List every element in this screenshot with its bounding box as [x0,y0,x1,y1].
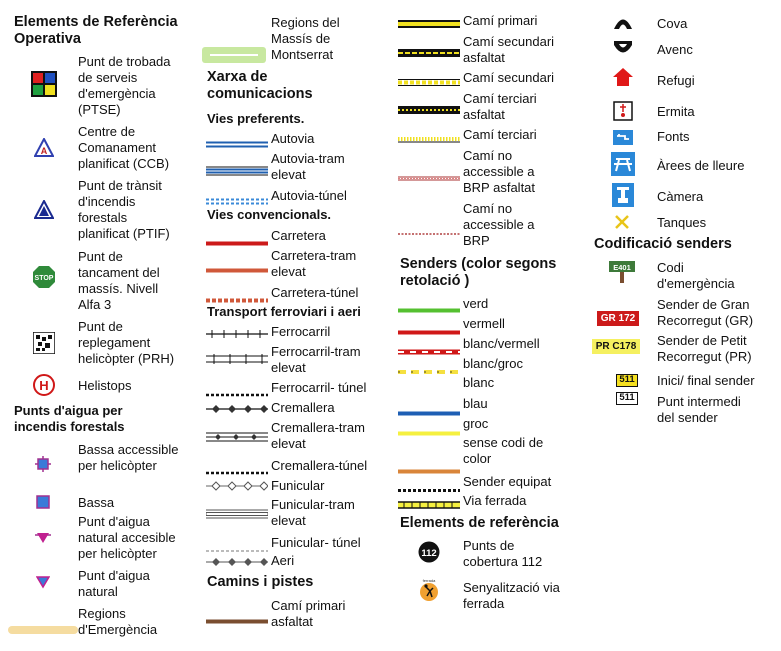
label-sender-blanc-vermell: blanc/vermell [463,336,540,351]
label-senyalitzacio-via-ferrada: Senyalització via ferrada [463,580,560,611]
inici-final-badge: 511 [616,374,638,387]
via-ferrada-line [398,497,460,515]
label-codi-emergencia: Codi d'emergència [657,260,735,291]
label-tanques: Tanques [657,215,707,230]
arees-lleure-icon [611,152,635,176]
label-cami-secundari: Camí secundari [463,70,555,85]
svg-text:H: H [39,378,49,393]
label-cobertura-112: Punts de cobertura 112 [463,538,543,569]
cami-primari-line [398,15,460,33]
svg-text:ferrada: ferrada [422,578,436,583]
label-regions-massis: Regions del Massís de Montserrat [271,15,340,62]
regions-emergencia-swatch [8,626,78,634]
label-cami-no-accessible: Camí no accessible a BRP [463,201,535,248]
sender-blau-line [398,403,460,421]
label-funicular: Funicular [271,478,325,493]
heading-xarxa: Xarxa de comunicacions [207,69,313,102]
ccb-triangle-icon [34,138,54,158]
label-ferrocarril-elevat: Ferrocarril-tram elevat [271,344,361,375]
codi-emergencia-badge [609,261,635,283]
sender-sense-codi-line [398,461,460,479]
punt-aigua-icon [36,575,50,589]
label-via-ferrada: Via ferrada [463,493,527,508]
carretera-line [206,233,268,251]
label-sender-vermell: vermell [463,316,505,331]
svg-text:112: 112 [421,548,437,559]
label-autovia: Autovia [271,131,315,146]
label-regions-emergencia: Regions d'Emergència [78,606,158,637]
sender-equipat-line [398,480,460,498]
cami-secundari-line [398,73,460,91]
punt-aigua-heli-icon [35,530,51,546]
prh-icon [33,332,55,354]
cremallera-line [206,402,268,420]
cami-terciari-line [398,130,460,148]
via-ferrada-sign-icon [418,577,440,603]
ptse-quad-icon [31,71,57,97]
ferrocarril-tunel-line [206,384,268,402]
regions-massis-swatch [202,47,266,63]
label-autovia-elevat: Autovia-tram elevat [271,151,345,182]
cremallera-elevat-line [206,430,268,448]
pr-badge: PR C178 [592,339,640,354]
sender-verd-line [398,300,460,318]
label-helistops: Helistops [78,378,132,393]
heading-senders: Senders (color segons retolació ) [400,256,557,289]
cami-no-accessible-asfaltat-line [398,168,460,186]
heading-codificacio-senders: Codificació senders [594,236,732,252]
label-cami-terciari-asfaltat: Camí terciari asfaltat [463,91,537,122]
label-carretera: Carretera [271,228,326,243]
cobertura-112-icon [418,541,440,563]
label-ferrocarril-tunel: Ferrocarril- túnel [271,380,367,395]
label-prh: Punt de replegament helicòpter (PRH) [78,319,175,366]
sender-vermell-line [398,322,460,340]
label-carretera-tunel: Carretera-túnel [271,285,359,300]
punt-intermedi-badge: 511 [616,392,638,405]
label-cami-no-accessible-asfaltat: Camí no accessible a BRP asfaltat [463,148,536,195]
label-cami-primari: Camí primari [463,13,538,28]
heading-vies-convencionals: Vies convencionals. [207,207,332,222]
label-inici-final: Inici/ final sender [657,373,755,388]
label-camera: Càmera [657,189,704,204]
avenc-icon [613,40,633,56]
label-cami-secundari-asfaltat: Camí secundari asfaltat [463,34,555,65]
carretera-elevat-line [206,260,268,278]
cami-primari-asfaltat-line [206,611,268,629]
sender-blanc-vermell-line [398,342,460,360]
ferrocarril-elevat-line [206,352,268,370]
label-ccb: Centre de Comanament planificat (CCB) [78,124,170,171]
label-sender-blanc-groc: blanc/groc [463,356,523,371]
ermita-icon [613,101,633,121]
label-punt-aigua: Punt d'aigua natural [78,568,150,599]
svg-text:STOP: STOP [34,275,54,282]
refugi-icon [612,67,634,87]
label-tancament: Punt de tancament del massís. Nivell Alfa 3 [78,249,160,312]
heading-vies-preferents: Vies preferents. [207,111,305,126]
funicular-elevat-line [206,507,268,525]
label-bassa: Bassa [78,495,115,510]
ptif-triangle-icon [34,200,54,220]
label-fonts: Fonts [657,129,690,144]
label-sender-sense-codi: sense codi de color [463,435,544,466]
label-carretera-elevat: Carretera-tram elevat [271,248,357,279]
label-aeri: Aeri [271,553,295,568]
label-punt-intermedi: Punt intermedi del sender [657,394,741,425]
sender-groc-line [398,423,460,441]
heading-transport: Transport ferroviari i aeri [207,304,361,319]
label-cova: Cova [657,16,688,31]
aeri-line [206,555,268,573]
label-sender-groc: groc [463,416,489,431]
label-avenc: Avenc [657,42,693,57]
label-sender-verd: verd [463,296,489,311]
svg-text:E401: E401 [613,263,631,272]
label-sender-equipat: Sender equipat [463,474,552,489]
svg-text:A: A [40,146,48,156]
bassa-heli-icon [35,456,51,472]
label-funicular-tunel: Funicular- túnel [271,535,361,550]
funicular-line [206,479,268,497]
autovia-line [206,136,268,154]
label-cami-primari-asfaltat: Camí primari asfaltat [271,598,346,629]
heading-punts-aigua: Punts d'aigua per incendis forestals [14,403,125,434]
heading-elements-operativa: Elements de Referència Operativa [14,14,178,47]
gr-badge: GR 172 [597,311,639,326]
heading-elements-referencia: Elements de referència [400,515,559,531]
label-autovia-tunel: Autovia-túnel [271,188,347,203]
cremallera-tunel-line [206,462,268,480]
label-funicular-elevat: Funicular-tram elevat [271,497,355,528]
camera-icon [612,183,634,207]
bassa-icon [36,495,50,509]
ferrocarril-line [206,326,268,344]
label-refugi: Refugi [657,73,695,88]
fonts-icon [613,130,633,145]
heading-camins-pistes: Camins i pistes [207,574,314,590]
sender-blanc-line [398,381,460,399]
stop-icon [32,265,56,289]
label-gr: Sender de Gran Recorregut (GR) [657,297,754,328]
label-cremallera: Cremallera [271,400,335,415]
cami-secundari-asfaltat-line [398,44,460,62]
label-pr: Sender de Petit Recorregut (PR) [657,333,752,364]
label-ermita: Ermita [657,104,695,119]
cami-terciari-asfaltat-line [398,101,460,119]
label-cremallera-elevat: Cremallera-tram elevat [271,420,365,451]
label-cami-terciari: Camí terciari [463,127,537,142]
helistop-icon [33,374,55,396]
label-ptif: Punt de trànsit d'incendis forestals planificat (PTIF) [78,178,170,241]
cova-icon [613,14,633,30]
label-ptse: Punt de trobada de serveis d'emergència (PTSE) [78,54,171,117]
cami-no-accessible-line [398,223,460,241]
label-ferrocarril: Ferrocarril [271,324,331,339]
label-sender-blanc: blanc [463,375,495,390]
label-sender-blau: blau [463,396,488,411]
label-arees-lleure: Àrees de lleure [657,158,745,173]
label-punt-aigua-heli: Punt d'aigua natural accesible per helicòpter [78,514,176,561]
label-cremallera-tunel: Cremallera-túnel [271,458,368,473]
sender-blanc-groc-line [398,362,460,380]
label-bassa-heli: Bassa accessible per helicòpter [78,442,179,473]
autovia-elevat-line [206,163,268,181]
tanques-icon [614,214,630,230]
